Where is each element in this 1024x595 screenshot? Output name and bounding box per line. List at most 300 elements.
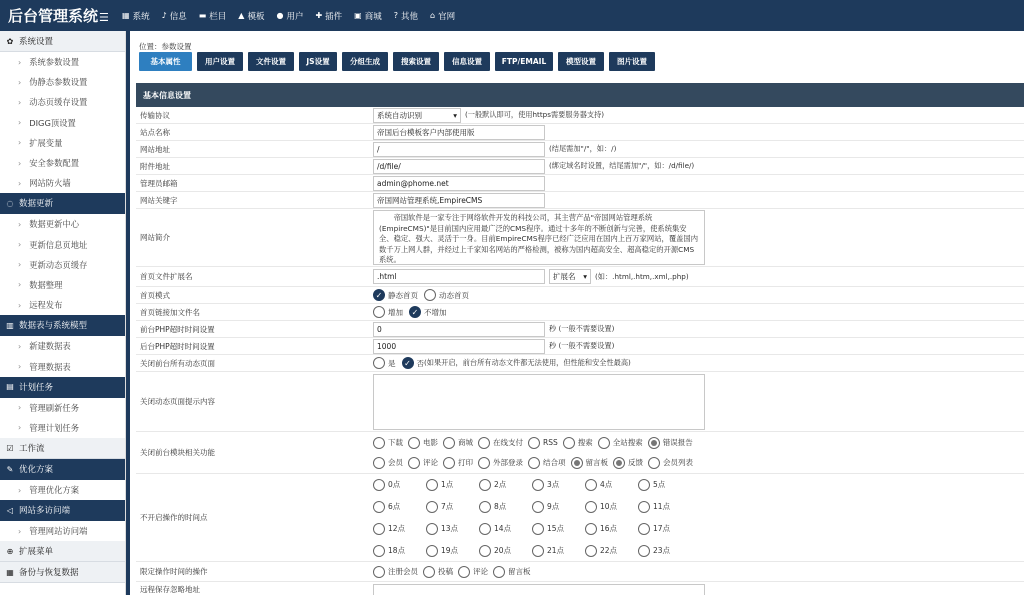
radio-circle-icon [598,437,610,449]
phptime-front-input[interactable]: 0 [373,322,545,337]
radio-circle-icon [532,479,544,491]
protocol-select[interactable] [373,108,461,123]
field-label: 附件地址 [140,161,170,171]
radio-circle-icon [373,437,385,449]
radio-dot-icon [613,457,625,469]
sidebar-section-25[interactable] [0,541,125,562]
hour-radio-22[interactable] [585,545,638,557]
phptime-front-row [136,321,1024,338]
module-radio-1[interactable] [408,437,438,449]
field-label: 关闭前台模块相关功能 [140,448,215,457]
radio-circle-icon [585,523,597,535]
ext-select-value: 扩展名 [553,272,576,281]
ext-input[interactable]: .html [373,269,545,284]
tab-7[interactable]: FTP/EMAIL [495,52,553,71]
database-icon: ▦ [6,567,14,577]
sidebar-section-17[interactable] [0,377,125,398]
remote-textarea[interactable] [373,584,705,595]
topnav-item-6[interactable] [354,10,382,22]
topnav-label: 信息 [169,11,187,22]
radio-label: 18点 [388,546,406,555]
top-navbar [0,0,1024,31]
bar-chart-icon: ▥ [6,320,14,330]
sidebar-section-label: 优化方案 [19,465,54,475]
tab-2[interactable]: 文件设置 [248,52,294,71]
radio-label: 打印 [458,458,473,467]
sidebar-section-label: 工作流 [19,444,45,454]
chevron-right-icon: › [18,158,22,168]
chevron-right-icon: › [18,97,22,107]
chevron-right-icon: › [18,423,22,433]
radio-label: 20点 [494,546,512,555]
field-label: 首页文件扩展名 [140,272,193,281]
sidebar-item-7[interactable] [0,173,125,193]
sidebar-item-9[interactable] [0,214,125,234]
radio-label: 是 [388,358,396,368]
hour-radio-11[interactable] [638,501,691,513]
radio-circle-icon [532,501,544,513]
radio-circle-icon [648,457,660,469]
limitops-row [136,562,1024,582]
chevron-right-icon: › [18,362,22,372]
module-radio-12[interactable] [528,457,566,469]
attachurl-input[interactable]: /d/file/ [373,159,545,174]
radio-label: 留言板 [508,567,531,576]
radio-label: 否 [416,358,424,368]
module-radio-10[interactable] [443,457,473,469]
topnav-item-5[interactable] [315,10,342,22]
chevron-right-icon: › [18,219,22,229]
radio-label: 外部登录 [493,458,523,467]
sidebar-item-label: 网站防火墙 [29,178,71,189]
chevron-right-icon: › [18,77,22,87]
topnav-item-0[interactable] [122,10,150,22]
field-label: 首页模式 [140,290,170,300]
radio-label: 不增加 [424,307,447,317]
radio-label: 7点 [441,502,454,511]
hour-radio-17[interactable] [638,523,691,535]
bell-icon: ♪ [161,11,167,20]
sidebar-item-label: 远程发布 [29,300,63,311]
radio-label: RSS [543,438,558,447]
radio-label: 10点 [600,502,618,511]
field-label: 网站地址 [140,144,170,154]
ext-select[interactable] [549,269,591,284]
sidebar-item-18[interactable] [0,398,125,418]
hour-radio-0[interactable] [373,479,426,491]
wrench-icon: ✎ [6,464,14,474]
radio-label: 动态首页 [439,290,469,300]
hour-radio-13[interactable] [426,523,479,535]
hour-radio-3[interactable] [532,479,585,491]
limitop-radio-1[interactable] [423,566,453,578]
limitop-radio-0[interactable] [373,566,418,578]
module-radio-14[interactable] [613,457,643,469]
module-radio-3[interactable] [478,437,523,449]
calendar-icon: ▤ [6,382,14,392]
question-icon: ? [393,11,398,20]
sitename-row [136,124,1024,141]
sidebar-item-label: 动态页缓存设置 [29,97,88,108]
sidebar-item-13[interactable] [0,295,125,315]
radio-label: 在线支付 [493,438,523,447]
radio-dot-icon [571,457,583,469]
module-radio-9[interactable] [408,457,438,469]
radio-label: 6点 [388,502,401,511]
closemsg-textarea[interactable] [373,374,705,430]
radio-circle-icon [532,523,544,535]
radio-circle-icon [563,437,575,449]
radio-circle-icon [532,545,544,557]
hour-radio-2[interactable] [479,479,532,491]
sidebar-item-label: 管理数据表 [29,361,71,372]
intro-textarea[interactable]: 帝国软件是一家专注于网络软件开发的科技公司，其主营产品"帝国网站管理系统(EmpireCMS)"是目前国内应用最广泛的CMS程序。通过十多年的不断创新与完善，使系统集安全、稳定、强大、灵活于一身。目前EmpireCMS程序已经广泛应用在国内上百万家网站，覆盖国内数千万上网人群，并经过上千家知名网站的严格检测，被称为国内超高安全、超高稳定的开源CMS系统。 [373,210,705,265]
sidebar-section-label: 系统设置 [19,37,54,47]
sidebar-item-label: 数据更新中心 [29,219,79,230]
radio-label: 17点 [653,524,671,533]
tab-8[interactable]: 模型设置 [558,52,604,71]
ext-hint: (如：.html,.htm,.xml,.php) [595,271,689,281]
top-nav-menu [122,10,467,22]
share-icon: ◁ [6,505,14,515]
users-icon: ● [276,11,284,20]
field-label: 限定操作时间的操作 [140,567,208,576]
module-radio-13[interactable] [571,457,609,469]
closedyn-row [136,355,1024,372]
tab-3[interactable]: JS设置 [299,52,337,71]
sidebar-item-label: DIGG顶设置 [29,117,76,128]
intro-row [136,209,1024,267]
protocol-hint: (一般默认即可，使用https需要服务器支持) [465,110,605,119]
hour-radio-19[interactable] [426,545,479,557]
chevron-right-icon: › [18,138,22,148]
radio-label: 5点 [653,480,666,489]
hour-radio-12[interactable] [373,523,426,535]
field-label: 远程保存忽略地址 [140,585,200,594]
radio-circle-icon [528,437,540,449]
module-radio-7[interactable] [648,437,693,449]
menu-toggle-icon[interactable]: ☰ [99,11,109,24]
module-radio-2[interactable] [443,437,473,449]
radio-circle-icon [479,501,491,513]
radio-label: 12点 [388,524,406,533]
radio-label: 增加 [388,307,403,317]
sidebar-item-label: 更新动态页缓存 [29,259,88,270]
radio-yes[interactable] [373,357,396,369]
radio-circle-icon [426,523,438,535]
chevron-right-icon: › [18,280,22,290]
radio-label: 23点 [653,546,671,555]
tab-4[interactable]: 分组生成 [342,52,388,71]
sidebar-item-label: 数据整理 [29,279,63,290]
siteurl-row [136,141,1024,158]
module-radio-11[interactable] [478,457,523,469]
radio-label: 会员列表 [663,458,693,467]
sidebar-section-label: 网站多访问端 [19,506,71,517]
radio-circle-icon [638,501,650,513]
sidebar-item-label: 安全参数配置 [29,158,79,169]
radio-label: 注册会员 [388,567,418,576]
modules-row-1 [373,433,698,453]
closemods-row [136,432,1024,474]
radio-circle-icon [373,545,385,557]
sidebar-item-11[interactable] [0,255,125,275]
siteurl-input[interactable]: / [373,142,545,157]
radio-label: 搜索 [577,438,593,447]
radio-circle-icon [373,357,385,369]
sidebar-item-2[interactable] [0,72,125,92]
field-label: 传输协议 [140,110,170,120]
keywords-row [136,192,1024,209]
hour-radio-20[interactable] [479,545,532,557]
field-label: 首页链接加文件名 [140,307,200,317]
chevron-right-icon: › [18,178,22,188]
sidebar-item-label: 新建数据表 [29,341,71,352]
hour-radio-8[interactable] [479,501,532,513]
radio-label: 21点 [547,546,565,555]
topnav-label: 插件 [325,11,343,22]
sidebar-section-label: 扩展菜单 [19,547,54,558]
sidebar-item-label: 管理刷新任务 [29,402,79,413]
radio-circle-icon [638,545,650,557]
radio-circle-icon [424,289,436,301]
radio-label: 13点 [441,524,459,533]
radio-circle-icon [373,306,385,318]
cart-icon: ▣ [354,11,362,20]
chevron-right-icon: › [18,118,22,128]
radio-circle-icon [373,523,385,535]
radio-label: 会员 [388,458,403,467]
radio-dynamic-home[interactable] [424,289,469,301]
sidebar-section-20[interactable] [0,438,125,459]
radio-circle-icon [373,479,385,491]
hour-radio-18[interactable] [373,545,426,557]
closehours-row [136,474,1024,562]
radio-label: 14点 [494,524,512,533]
tab-1[interactable]: 用户设置 [197,52,243,71]
sidebar-item-label: 管理优化方案 [29,485,79,496]
limitop-radio-2[interactable] [458,566,488,578]
radio-label: 0点 [388,480,401,489]
plus-circle-icon: ⊕ [6,546,14,556]
sidebar-item-16[interactable] [0,356,125,376]
tab-0[interactable]: 基本属性 [139,52,192,71]
chevron-right-icon: › [18,341,22,351]
radio-label: 1点 [441,480,454,489]
radio-circle-icon [478,437,490,449]
check-icon: ✓ [373,289,385,301]
attachurl-hint: (绑定域名时设置，结尾需加"/"，如：/d/file/) [549,161,695,170]
phptime-back-hint: 秒 (一般不需要设置) [549,341,615,350]
radio-circle-icon [479,545,491,557]
gear-icon: ✿ [6,36,14,46]
field-label: 后台PHP超时时间设置 [140,341,215,351]
sidebar-item-15[interactable] [0,336,125,356]
radio-circle-icon [479,523,491,535]
sidebar-section-21[interactable] [0,459,125,480]
sidebar-item-4[interactable] [0,113,125,133]
closedyn-hint: (如果开启，前台所有动态文件都无法使用，但性能和安全性最高) [424,358,631,367]
sidebar-item-label: 管理网站访问端 [29,526,88,537]
radio-label: 商城 [458,438,473,447]
ext-row [136,267,1024,287]
mode-row [136,287,1024,304]
radio-circle-icon [373,501,385,513]
tab-6[interactable]: 信息设置 [444,52,490,71]
field-label: 站点名称 [140,127,170,137]
radio-label: 3点 [547,480,560,489]
radio-label: 反馈 [628,458,643,467]
field-label: 前台PHP超时时间设置 [140,324,215,334]
field-label: 网站简介 [140,233,170,242]
sidebar-item-6[interactable] [0,153,125,173]
radio-static-home[interactable] [373,289,418,301]
radio-label: 评论 [423,458,438,467]
radio-dot-icon [648,437,660,449]
sitemap-icon: ▦ [122,11,130,20]
radio-add[interactable] [373,306,403,318]
sidebar-section-23[interactable] [0,500,125,521]
home-icon: ⌂ [430,11,436,20]
topnav-item-2[interactable] [199,10,227,22]
sidebar-item-label: 系统参数设置 [29,57,79,68]
keywords-input[interactable]: 帝国网站管理系统,EmpireCMS [373,193,545,208]
panel-title: 基本信息设置 [136,83,1024,107]
sidebar-section-label: 数据更新 [19,199,54,210]
radio-label: 留言板 [585,458,608,467]
sidebar [0,31,126,595]
radio-circle-icon [479,479,491,491]
hour-radio-9[interactable] [532,501,585,513]
app-logo[interactable] [0,5,122,26]
module-radio-4[interactable] [528,437,558,449]
topnav-item-7[interactable] [394,10,418,22]
modules-row-2 [373,453,698,473]
phptime-back-row [136,338,1024,355]
limitops-options [373,566,536,578]
sitename-input[interactable]: 帝国后台模板客户内部使用版 [373,125,545,140]
sidebar-item-12[interactable] [0,275,125,295]
topnav-label: 用户 [286,11,304,22]
topnav-label: 栏目 [209,11,227,22]
module-radio-8[interactable] [373,457,403,469]
hour-radio-16[interactable] [585,523,638,535]
remote-row [136,582,1024,595]
module-radio-15[interactable] [648,457,693,469]
chevron-right-icon: › [18,485,22,495]
protocol-select-value: 系统自动识别 [377,110,422,120]
topnav-label: 商城 [364,11,382,22]
hour-radio-5[interactable] [638,479,691,491]
radio-label: 9点 [547,502,560,511]
field-label: 网站关键字 [140,195,178,205]
hour-radio-15[interactable] [532,523,585,535]
sidebar-section-0[interactable] [0,31,125,52]
chevron-down-icon: ▾ [453,110,457,120]
topnav-label: 系统 [132,11,150,22]
email-field[interactable]: admin@phome.net [373,176,545,191]
limitop-radio-3[interactable] [493,566,531,578]
radio-label: 下载 [388,438,403,447]
hour-radio-7[interactable] [426,501,479,513]
check-icon: ✓ [402,357,414,369]
radio-circle-icon [426,479,438,491]
sidebar-item-10[interactable] [0,235,125,255]
folder-icon: ▬ [198,11,207,20]
radio-circle-icon [585,545,597,557]
topnav-item-1[interactable] [162,10,187,22]
hour-radio-6[interactable] [373,501,426,513]
hour-radio-10[interactable] [585,501,638,513]
hour-radio-14[interactable] [479,523,532,535]
sidebar-item-19[interactable] [0,418,125,438]
hour-radio-21[interactable] [532,545,585,557]
tab-5[interactable]: 搜索设置 [393,52,439,71]
topnav-item-8[interactable] [430,10,455,22]
radio-label: 评论 [473,567,488,576]
hour-radio-1[interactable] [426,479,479,491]
module-radio-0[interactable] [373,437,403,449]
radio-no[interactable] [402,357,425,369]
hour-radio-23[interactable] [638,545,691,557]
phptime-front-hint: 秒 (一般不需要设置) [549,324,615,333]
sidebar-item-5[interactable] [0,133,125,153]
topnav-item-3[interactable] [238,10,264,22]
sidebar-section-26[interactable] [0,562,125,583]
sidebar-section-8[interactable] [0,193,125,214]
radio-label: 11点 [653,502,671,511]
chevron-down-icon: ▾ [583,272,587,281]
radio-circle-icon [493,566,505,578]
chevron-right-icon: › [18,526,22,536]
radio-label: 投稿 [438,567,453,576]
radio-circle-icon [423,566,435,578]
radio-circle-icon [443,437,455,449]
radio-circle-icon [638,523,650,535]
field-label: 不开启操作的时间点 [140,513,208,522]
radio-label: 2点 [494,480,507,489]
hour-radio-4[interactable] [585,479,638,491]
sidebar-section-label: 备份与恢复数据 [19,568,79,579]
phptime-back-input[interactable]: 1000 [373,339,545,354]
topnav-item-4[interactable] [276,10,303,22]
radio-label: 15点 [547,524,565,533]
protocol-row [136,107,1024,124]
radio-label: 错误报告 [662,438,693,447]
sidebar-item-1[interactable] [0,52,125,72]
radio-circle-icon [408,437,420,449]
module-radio-6[interactable] [598,437,643,449]
radio-label: 电影 [423,438,438,447]
radio-no-add[interactable] [409,306,447,318]
radio-circle-icon [478,457,490,469]
sidebar-item-22[interactable] [0,480,125,500]
closemsg-row [136,372,1024,432]
tab-9[interactable]: 图片设置 [609,52,655,71]
sidebar-section-14[interactable] [0,315,125,336]
radio-circle-icon [373,457,385,469]
radio-label: 全站搜索 [612,438,643,447]
chevron-right-icon: › [18,240,22,250]
module-radio-5[interactable] [563,437,593,449]
radio-label: 16点 [600,524,618,533]
sidebar-item-label: 扩展变量 [29,137,63,148]
sidebar-item-24[interactable] [0,521,125,541]
breadcrumb: 位置：参数设置 [139,42,192,51]
field-label: 管理员邮箱 [140,178,178,188]
sidebar-item-3[interactable] [0,92,125,112]
siteurl-hint: (结尾需加"/"，如：/) [549,144,617,153]
